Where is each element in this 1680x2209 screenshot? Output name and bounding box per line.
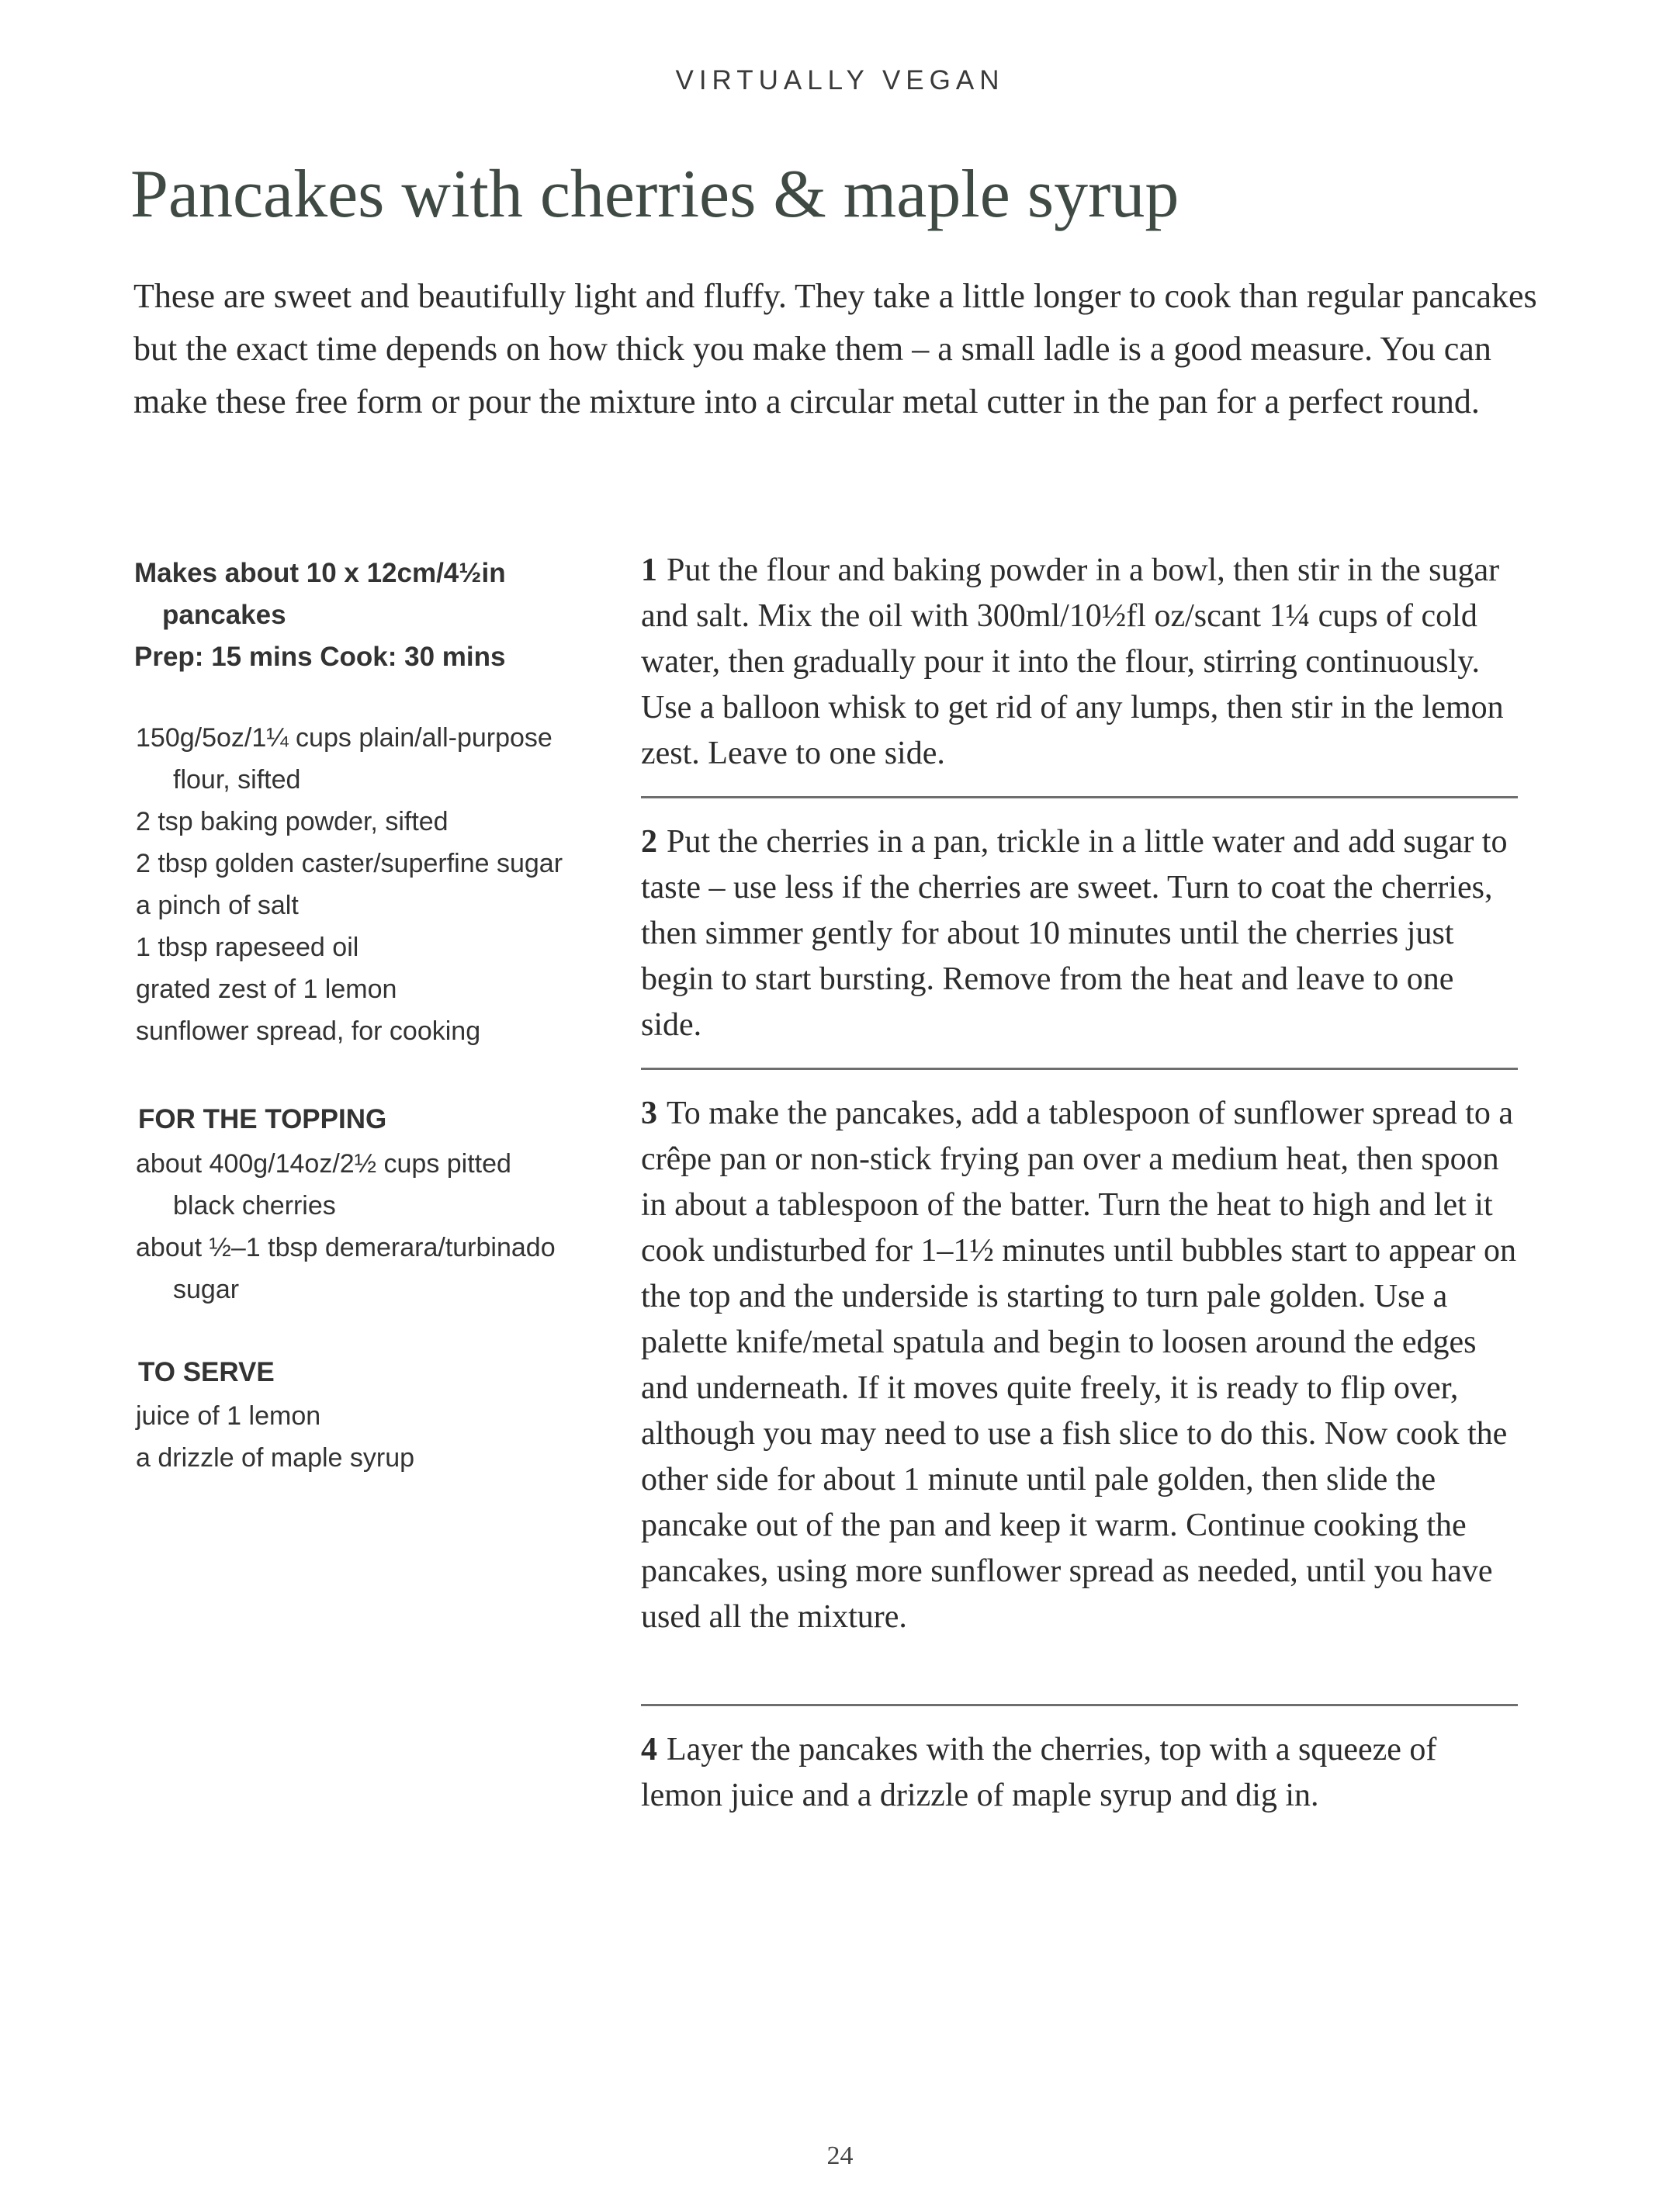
ingredient-item: 2 tbsp golden caster/superfine sugar (136, 849, 563, 878)
step-divider (641, 1704, 1518, 1706)
ingredient-text-continued: flour, sifted (173, 765, 301, 795)
ingredient-text: about ½–1 tbsp demerara/turbinado (136, 1233, 556, 1262)
topping-list (136, 1143, 617, 1311)
running-head: VIRTUALLY VEGAN (675, 65, 1005, 95)
step-number: 4 (641, 1732, 657, 1768)
step-divider (641, 1068, 1518, 1070)
serve-heading: TO SERVE (138, 1357, 275, 1387)
ingredient-item (136, 1143, 617, 1227)
step-divider (641, 796, 1518, 798)
makes-line: Makes about 10 x 12cm/4½in (134, 558, 506, 588)
ingredient-item: 1 tbsp rapeseed oil (136, 933, 359, 962)
method-step (641, 819, 1522, 1048)
topping-heading: FOR THE TOPPING (138, 1104, 387, 1134)
recipe-intro: These are sweet and beautifully light and fluffy. They take a little longer to cook than regular pancakes but the exact time depends on how thick you make them – a small ladle is a good measure. You can make these free form or pour the mixture into a circular metal cutter in the pan for a perfect round. (133, 277, 1537, 421)
ingredient-text: 150g/5oz/1¼ cups plain/all-purpose (136, 723, 552, 753)
step-text: Put the flour and baking powder in a bowl, then stir in the sugar and salt. Mix the oil with 300ml/10½fl oz/scant 1¼ cups of cold water, then gradually pour it into the flour, stirring continuously. Use a balloon whisk to get rid of any lumps, then stir in the lemon zest. Leave to one side. (641, 552, 1504, 771)
method-step (641, 1091, 1522, 1640)
step-number: 3 (641, 1096, 657, 1131)
page-number: 24 (826, 2141, 854, 2170)
timing-line: Prep: 15 mins Cook: 30 mins (134, 642, 506, 672)
ingredient-item: sunflower spread, for cooking (136, 1016, 481, 1046)
ingredient-text-continued: sugar (173, 1275, 240, 1304)
method-step (641, 1727, 1522, 1819)
ingredient-item: a pinch of salt (136, 891, 299, 920)
ingredient-item: grated zest of 1 lemon (136, 975, 397, 1004)
ingredient-item (136, 717, 617, 801)
method-step (641, 548, 1522, 777)
step-number: 1 (641, 552, 657, 588)
step-text: Layer the pancakes with the cherries, top with a squeeze of lemon juice and a drizzle of maple syrup and dig in. (641, 1732, 1437, 1813)
makes-line-continued: pancakes (162, 600, 286, 630)
ingredient-item: a drizzle of maple syrup (136, 1443, 415, 1473)
ingredient-item: juice of 1 lemon (136, 1401, 321, 1431)
step-text: Put the cherries in a pan, trickle in a little water and add sugar to taste – use less if the cherries are sweet. Turn to coat the cherries, then simmer gently for about 10 minutes until the cherries just begin to start bursting. Remove from the heat and leave to one side. (641, 824, 1508, 1043)
step-text: To make the pancakes, add a tablespoon of sunflower spread to a crêpe pan or non-stick frying pan over a medium heat, then spoon in about a tablespoon of the batter. Turn the heat to high and let it cook undisturbed for 1–1½ minutes until bubbles start to appear on the top and the underside is starting to turn pale golden. Use a palette knife/metal spatula and begin to loosen around the edges and underneath. If it moves quite freely, it is ready to flip over, although you may need to use a fish slice to do this. Now cook the other side for about 1 minute until pale golden, then slide the pancake out of the pan and keep it warm. Continue cooking the pancakes, using more sunflower spread as needed, until you have used all the mixture. (641, 1096, 1516, 1635)
recipe-meta (134, 552, 600, 678)
ingredient-item (136, 1227, 617, 1311)
ingredient-list (136, 717, 617, 1052)
ingredient-text-continued: black cherries (173, 1191, 336, 1220)
serve-list (136, 1395, 617, 1479)
ingredient-item: 2 tsp baking powder, sifted (136, 807, 449, 836)
recipe-title: Pancakes with cherries & maple syrup (130, 157, 1179, 232)
ingredient-text: about 400g/14oz/2½ cups pitted (136, 1149, 511, 1179)
step-number: 2 (641, 824, 657, 860)
